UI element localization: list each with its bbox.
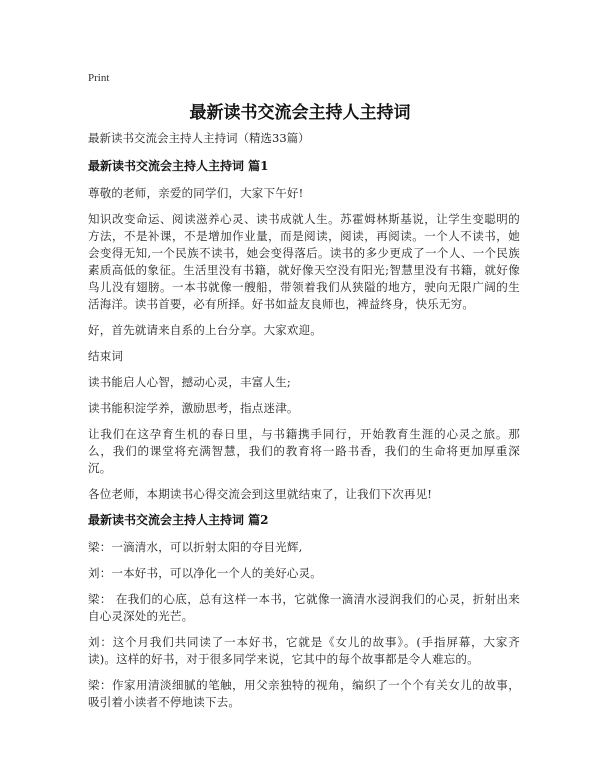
paragraph: 尊敬的老师，亲爱的同学们，大家下午好! — [88, 186, 304, 200]
paragraph: 各位老师，本期读书心得交流会到这里就结束了，让我们下次再见! — [88, 487, 433, 501]
section-heading-1: 最新读书交流会主持人主持词 篇1 — [88, 159, 269, 173]
paragraph: 结束词 — [88, 349, 124, 363]
paragraph: 梁：一滴清水，可以折射太阳的夺目光辉, — [88, 540, 303, 554]
paragraph: 知识改变命运、阅读滋养心灵、读书成就人生。苏霍姆林斯基说，让学生变聪明的方法，不是补课，不是增加作业量，而是阅读，阅读，再阅读。一个人不读书，她会变得无知,一个民族不读书，她会变得落后。读书的多少更成了一个人、一个民族素质高低的象征。生活里没有书籍，就好像天空没有阳光;智慧里没有书籍，就好像鸟儿没有翅膀。一本书就像一艘船，带领着我们从狭隘的地方，驶向无限广阔的生活海洋。读书首要，必有所择。好书如益友良师也，裨益终身，快乐无穷。 — [88, 212, 520, 311]
paragraph: 梁： 在我们的心底，总有这样一本书，它就像一滴清水浸润我们的心灵，折射出来自心灵深处的光芒。 — [88, 592, 520, 623]
paragraph: 好，首先就请来自系的上台分享。大家欢迎。 — [88, 323, 322, 337]
paragraph: 读书能启人心智，撼动心灵，丰富人生; — [88, 375, 291, 389]
document-subtitle: 最新读书交流会主持人主持词（精选33篇） — [88, 131, 310, 145]
paragraph: 让我们在这孕育生机的春日里，与书籍携手同行，开始教育生涯的心灵之旅。那么，我们的课堂将充满智慧，我们的教育将一路书香，我们的生命将更加厚重深沉。 — [88, 427, 520, 475]
document-body — [88, 130, 520, 720]
document-title: 最新读书交流会主持人主持词 — [189, 103, 411, 123]
paragraph: 刘：一本好书，可以净化一个人的美好心灵。 — [88, 566, 322, 580]
paragraph: 梁：作家用清淡细腻的笔触，用父亲独特的视角，编织了一个个有关女儿的故事，吸引着小读者不停地读下去。 — [88, 678, 520, 709]
section-heading-2: 最新读书交流会主持人主持词 篇2 — [88, 513, 269, 527]
print-link[interactable]: Print — [88, 72, 110, 84]
paragraph: 刘：这个月我们共同读了一本好书，它就是《女儿的故事》。(手指屏幕，大家齐读)。这样的好书，对于很多同学来说，它其中的每个故事都是令人难忘的。 — [88, 635, 520, 666]
paragraph: 读书能积淀学养，激励思考，指点迷津。 — [88, 401, 299, 415]
